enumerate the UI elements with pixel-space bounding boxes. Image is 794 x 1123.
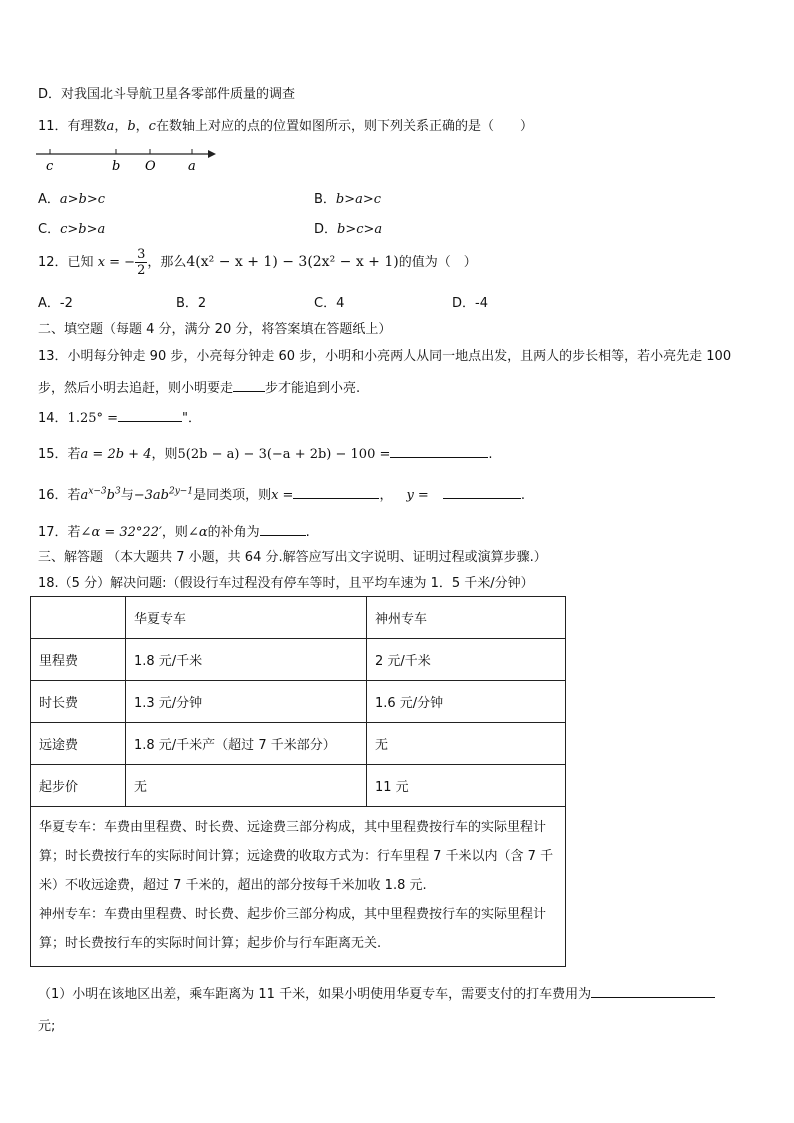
q11-stem <box>38 115 533 134</box>
q14-math: 1.25° = <box>67 411 119 426</box>
table-notes-cell <box>31 807 566 967</box>
q12-option-a: A．-2 <box>38 296 73 311</box>
q12-pre: 12．已知 <box>38 255 94 270</box>
q11-option-c <box>38 218 105 237</box>
q18-sub1-blank[interactable] <box>591 983 715 998</box>
q12-frac-den: 2 <box>137 263 146 278</box>
q18-fee-table <box>30 596 566 967</box>
q13-line1: 13．小明每分钟走 90 步，小亮每分钟走 60 步，小明和小亮两人从同一地点出发，且两人的步长相等，若小亮先走 100 <box>38 349 732 364</box>
note-huaxia: 华夏专车：车费由里程费、时长费、远途费三部分构成，其中里程费按行车的实际里程计算；时长费按行车的实际时间计算；远途费的收取方式为：行车里程 7 千米以内（含 7 千米）不收远途费，超过 7 千米的，超出的部分按每千米加收 1.8 元. <box>39 820 554 893</box>
table-cell: 2 元/千米 <box>367 639 566 681</box>
axis-label-b: b <box>112 159 121 174</box>
q11-var-a: a <box>106 119 115 134</box>
q11-sep1: ， <box>114 119 128 134</box>
q15-mid: ，则 <box>151 447 178 462</box>
q10-option-d: D．对我国北斗导航卫星各零部件质量的调查 <box>38 87 296 102</box>
table-cell: 11 元 <box>367 765 566 807</box>
q12-stem <box>38 244 477 281</box>
q12-mid: ，那么 <box>147 255 187 270</box>
table-cell: 1.3 元/分钟 <box>126 681 367 723</box>
table-cell: 时长费 <box>31 681 126 723</box>
q16-y: y = <box>406 488 429 503</box>
q18-sub1-post: 元; <box>38 1019 56 1034</box>
section-3-heading: 三、解答题 （本大题共 7 小题，共 64 分.解答应写出文字说明、证明过程或演算步骤.） <box>38 550 547 565</box>
q15-answer-blank[interactable] <box>390 443 488 458</box>
q11-var-b: b <box>127 119 136 134</box>
q18-sub1 <box>38 983 715 1002</box>
q17-pre: 17．若 <box>38 525 81 540</box>
q11-sep2: ， <box>135 119 149 134</box>
q12-frac-num: 3 <box>137 247 146 262</box>
q16-t2-exp: 2y−1 <box>168 486 194 497</box>
q11-stem-pre: 11．有理数 <box>38 119 107 134</box>
q17-post: 的补角为 <box>207 525 260 540</box>
note-shenzhou: 神州专车：车费由里程费、时长费、起步价三部分构成，其中里程费按行车的实际里程计算；时长费按行车的实际时间计算；起步价与行车距离无关. <box>39 907 547 951</box>
q12-expr: 4(x² − x + 1) − 3(2x² − x + 1) <box>186 254 399 270</box>
q18-stem: 18.（5 分）解决问题:（假设行车过程没有停车等时，且平均车速为 1．5 千米/分钟） <box>38 576 534 591</box>
q11-option-b-label: B． <box>314 192 336 207</box>
q15 <box>38 443 493 462</box>
table-header-cell <box>31 597 126 639</box>
q11-option-a-label: A． <box>38 192 60 207</box>
q13-line2 <box>38 377 360 396</box>
q17-math: ∠α = 32°22′ <box>80 525 162 540</box>
section-2-heading: 二、填空题（每题 4 分，满分 20 分，将答案填在答题纸上） <box>38 322 392 337</box>
q12-option-d: D．-4 <box>452 296 488 311</box>
table-cell: 1.8 元/千米产（超过 7 千米部分） <box>126 723 367 765</box>
table-cell: 无 <box>126 765 367 807</box>
q16-t1: a <box>80 488 89 503</box>
q11-option-d-label: D． <box>314 222 338 237</box>
q16-t2: −3ab <box>133 488 169 503</box>
q16-post: . <box>520 488 525 503</box>
q13-line2-post: 步才能追到小亮. <box>265 381 361 396</box>
q17-answer-blank[interactable] <box>260 521 306 536</box>
axis-label-o: O <box>145 159 156 174</box>
table-notes-row <box>31 807 566 967</box>
q15-post: . <box>488 447 493 462</box>
q16-term1 <box>81 488 121 503</box>
q16-mid: 是同类项，则 <box>193 488 272 503</box>
table-header-row <box>31 597 566 639</box>
table-cell: 远途费 <box>31 723 126 765</box>
q14-answer-blank[interactable] <box>118 407 182 422</box>
table-cell: 无 <box>367 723 566 765</box>
table-cell: 1.6 元/分钟 <box>367 681 566 723</box>
q16-y-blank[interactable] <box>443 484 521 499</box>
q16-x: x = <box>271 488 294 503</box>
table-cell: 里程费 <box>31 639 126 681</box>
table-row <box>31 723 566 765</box>
q14-pre: 14． <box>38 411 68 426</box>
q16-with: 与 <box>120 488 134 503</box>
q11-option-d-text: b>c>a <box>337 222 383 237</box>
table-cell: 1.8 元/千米 <box>126 639 367 681</box>
q18-sub1-pre: （1）小明在该地区出差，乘车距离为 11 千米，如果小明使用华夏专车，需要支付的打车费用为 <box>38 987 592 1002</box>
q16-t1b-exp: 3 <box>114 486 121 497</box>
q17 <box>38 521 310 540</box>
q15-pre: 15．若 <box>38 447 81 462</box>
q11-option-d <box>314 218 382 237</box>
q15-cond: a = 2b + 4 <box>80 447 152 462</box>
table-header-cell: 华夏专车 <box>126 597 367 639</box>
q17-angle: ∠α <box>187 525 208 540</box>
q16-t1-exp: x−3 <box>88 486 107 497</box>
q12-x-eq: x = − <box>97 255 136 270</box>
q16-term2 <box>134 488 193 503</box>
axis-arrow <box>208 150 216 158</box>
q15-expr: 5(2b − a) − 3(−a + 2b) − 100 = <box>177 447 391 462</box>
axis-label-a: a <box>188 159 196 174</box>
q11-var-c: c <box>148 119 156 134</box>
q13-answer-blank[interactable] <box>233 377 265 392</box>
q17-mid: ，则 <box>161 525 188 540</box>
q11-stem-post: 在数轴上对应的点的位置如图所示，则下列关系正确的是（ ） <box>155 119 533 134</box>
q11-option-a-text: a>b>c <box>59 192 106 207</box>
axis-label-c: c <box>46 159 54 174</box>
q16 <box>38 484 525 503</box>
table-row <box>31 681 566 723</box>
q12-option-b: B．2 <box>176 296 207 311</box>
q11-option-b <box>314 188 381 207</box>
q11-number-line <box>36 146 226 180</box>
q12-fraction <box>135 247 147 278</box>
q14-post: "． <box>182 411 202 426</box>
q16-t1b: b <box>106 488 115 503</box>
q13-line2-pre: 步，然后小明去追赶，则小明要走 <box>38 381 234 396</box>
q16-comma: ， <box>379 488 393 503</box>
q11-option-c-label: C． <box>38 222 61 237</box>
q12-option-c: C．4 <box>314 296 345 311</box>
table-row <box>31 639 566 681</box>
q11-option-c-text: c>b>a <box>60 222 106 237</box>
q11-option-b-text: b>a>c <box>335 192 382 207</box>
q17-end: . <box>305 525 310 540</box>
q11-option-a <box>38 188 105 207</box>
q16-x-blank[interactable] <box>293 484 379 499</box>
q12-post: 的值为（ ） <box>398 255 477 270</box>
table-row <box>31 765 566 807</box>
q14 <box>38 407 201 426</box>
table-header-cell: 神州专车 <box>367 597 566 639</box>
q16-pre: 16．若 <box>38 488 81 503</box>
table-cell: 起步价 <box>31 765 126 807</box>
